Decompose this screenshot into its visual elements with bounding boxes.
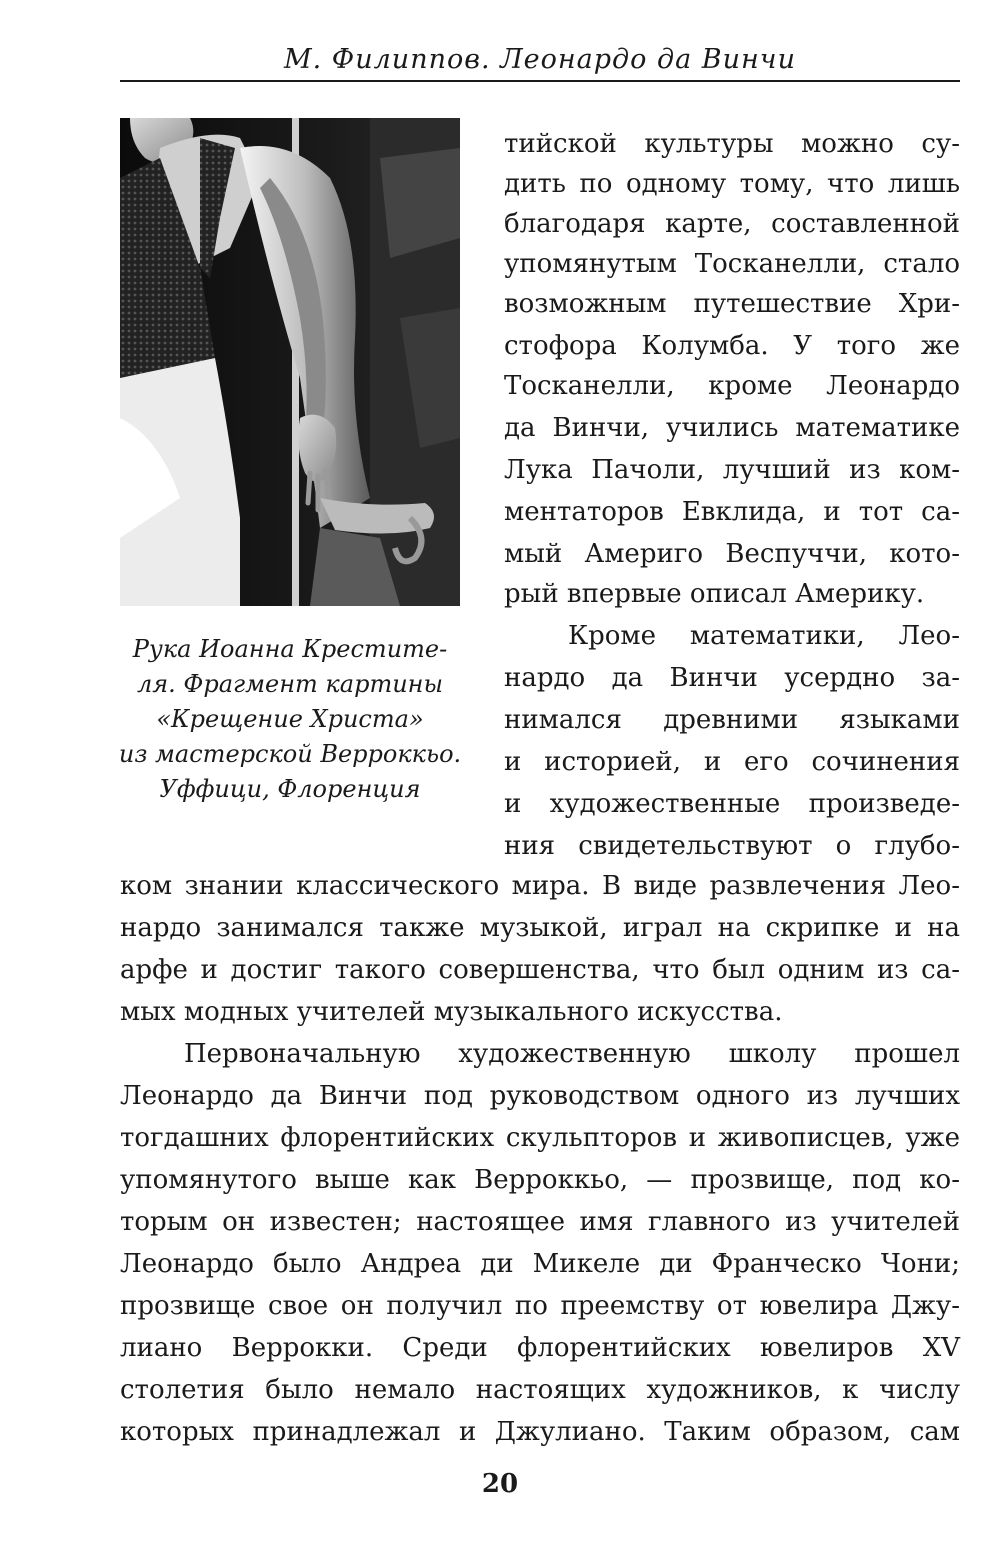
header-rule — [120, 80, 960, 82]
body-text-line: тийской культуры можно су- — [504, 129, 960, 159]
body-text-line: Лука Пачоли, лучший из ком- — [504, 455, 960, 485]
body-text-line: ментаторов Евклида, и тот са- — [504, 497, 960, 527]
body-text-line: лиано Веррокки. Среди флорентийских ювелиров XV — [120, 1333, 960, 1363]
body-text-line: рый впервые описал Америку. — [504, 579, 925, 609]
body-text-line: которых принадлежал и Джулиано. Таким образом, сам — [120, 1417, 960, 1447]
body-text-line: возможным путешествие Хри- — [504, 289, 960, 319]
caption-line: из мастерской Верроккьо. — [118, 740, 462, 768]
body-text-line: стофора Колумба. У того же — [504, 331, 960, 361]
paragraph-first-line: Первоначальную художественную школу прошел — [184, 1039, 960, 1069]
body-text-line: Леонардо было Андреа ди Микеле ди Франческо Чони; — [120, 1249, 960, 1279]
caption-line: «Крещение Христа» — [156, 705, 424, 733]
body-text-line: благодаря карте, составленной — [504, 209, 960, 239]
illustration-hand-of-john-the-baptist — [120, 118, 460, 606]
body-text-line: упомянутого выше как Верроккьо, — прозвище, под ко- — [120, 1165, 960, 1195]
caption-line: Уффици, Флоренция — [159, 775, 421, 803]
body-text-line: мых модных учителей музыкального искусства. — [120, 997, 783, 1027]
body-text-line: Леонардо да Винчи под руководством одного из лучших — [120, 1081, 960, 1111]
body-text-line: столетия было немало настоящих художников, к числу — [120, 1375, 960, 1405]
caption-line: ля. Фрагмент картины — [136, 670, 444, 698]
figure-caption — [108, 632, 472, 807]
body-text-line: тогдашних флорентийских скульпторов и живописцев, уже — [120, 1123, 960, 1153]
caption-line: Рука Иоанна Крестите- — [132, 635, 448, 663]
body-text-line: арфе и достиг такого совершенства, что был одним из са- — [120, 955, 960, 985]
body-text-line: мый Америго Веспуччи, кото- — [504, 539, 960, 569]
body-text-line: нимался древними языками — [504, 705, 960, 735]
body-text-line: нардо да Винчи усердно за- — [504, 663, 960, 693]
body-text-line: ния свидетельствуют о глубо- — [504, 831, 960, 861]
body-text-line: да Винчи, учились математике — [504, 413, 960, 443]
body-text-line: упомянутым Тосканелли, стало — [504, 249, 960, 279]
body-text-line: нардо занимался также музыкой, играл на скрипке и на — [120, 913, 960, 943]
body-text-line: Тосканелли, кроме Леонардо — [504, 371, 960, 401]
painting-fragment-image — [120, 118, 460, 606]
body-text-line: и историей, и его сочинения — [504, 747, 960, 777]
body-text-line: и художественные произведе- — [504, 789, 960, 819]
page-number: 20 — [481, 1469, 519, 1499]
body-text-line: дить по одному тому, что лишь — [504, 169, 960, 199]
paragraph-first-line: Кроме математики, Лео- — [568, 621, 960, 651]
body-text-line: торым он известен; настоящее имя главного из учителей — [120, 1207, 960, 1237]
body-text-line: ком знании классического мира. В виде развлечения Лео- — [120, 871, 960, 901]
body-text-line: прозвище свое он получил по преемству от ювелира Джу- — [120, 1291, 960, 1321]
running-header: М. Филиппов. Леонардо да Винчи — [284, 44, 796, 75]
